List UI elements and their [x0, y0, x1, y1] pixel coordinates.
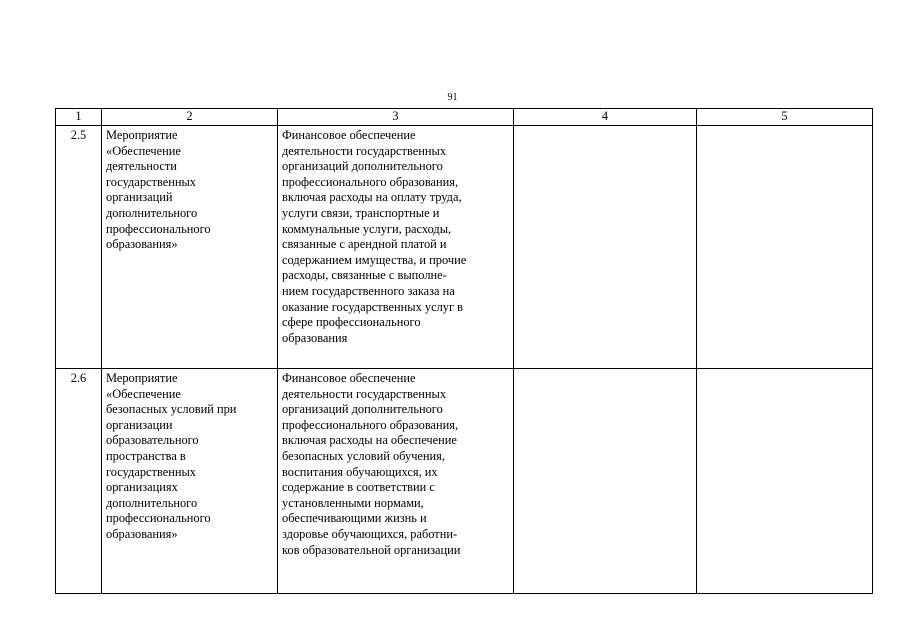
- description-line: образования: [282, 330, 348, 345]
- description-line: безопасных условий обучения,: [282, 448, 445, 463]
- description-line: Финансовое обеспечение: [282, 371, 416, 385]
- row-number-cell: 2.6: [56, 369, 102, 594]
- description-line: профессионального образования,: [282, 417, 459, 432]
- col5-cell: [697, 369, 873, 594]
- description-line: обеспечивающими жизнь и: [282, 511, 427, 526]
- event-line: деятельности: [106, 159, 177, 174]
- description-line: содержанием имущества, и прочие: [282, 252, 467, 267]
- col4-cell: [514, 126, 697, 369]
- table-row: [56, 369, 873, 594]
- description-line: здоровье обучающихся, работни-: [282, 526, 458, 541]
- description-line: коммунальные услуги, расходы,: [282, 221, 452, 236]
- col5-cell: [697, 126, 873, 369]
- description-line: содержание в соответствии с: [282, 480, 435, 495]
- description-line: включая расходы на обеспечение: [282, 433, 457, 448]
- description-line: Финансовое обеспечение: [282, 128, 416, 142]
- header-col-5: 5: [697, 109, 873, 126]
- description-line: организаций дополнительного: [282, 402, 443, 417]
- description-line: воспитания обучающихся, их: [282, 464, 438, 479]
- page-number: 91: [447, 92, 458, 103]
- event-line: дополнительного: [106, 495, 198, 510]
- description-line: включая расходы на оплату труда,: [282, 190, 462, 205]
- event-line: Мероприятие: [106, 128, 178, 142]
- description-line: расходы, связанные с выполне-: [282, 268, 447, 283]
- header-col-2: 2: [102, 109, 278, 126]
- table-header-row: [56, 109, 873, 126]
- event-line: пространства в: [106, 448, 186, 463]
- description-line: профессионального образования,: [282, 174, 459, 189]
- header-col-1: 1: [56, 109, 102, 126]
- event-line: образования»: [106, 237, 178, 252]
- event-line: организаций: [106, 190, 173, 205]
- col4-cell: [514, 369, 697, 594]
- description-line: услуги связи, транспортные и: [282, 205, 440, 220]
- event-line: организации: [106, 417, 173, 432]
- event-line: «Обеспечение: [106, 386, 181, 401]
- description-line: организаций дополнительного: [282, 159, 443, 174]
- event-line: образовательного: [106, 433, 199, 448]
- event-line: профессионального: [106, 511, 211, 526]
- row-number-cell: 2.5: [56, 126, 102, 369]
- event-cell: [102, 369, 278, 594]
- header-col-4: 4: [514, 109, 697, 126]
- event-line: «Обеспечение: [106, 143, 181, 158]
- description-cell: [278, 126, 514, 369]
- event-line: дополнительного: [106, 205, 198, 220]
- event-line: безопасных условий при: [106, 402, 237, 417]
- event-line: государственных: [106, 464, 197, 479]
- table-row: [56, 126, 873, 369]
- header-col-3: 3: [278, 109, 514, 126]
- description-line: установленными нормами,: [282, 495, 424, 510]
- event-line: образования»: [106, 526, 178, 541]
- description-line: оказание государственных услуг в: [282, 299, 463, 314]
- description-line: ков образовательной организации: [282, 542, 461, 557]
- description-line: деятельности государственных: [282, 386, 447, 401]
- description-line: связанные с арендной платой и: [282, 237, 447, 252]
- event-line: государственных: [106, 174, 197, 189]
- description-line: сфере профессионального: [282, 315, 421, 330]
- event-line: Мероприятие: [106, 371, 178, 385]
- event-line: организациях: [106, 480, 178, 495]
- event-cell: [102, 126, 278, 369]
- event-line: профессионального: [106, 221, 211, 236]
- description-line: нием государственного заказа на: [282, 283, 455, 298]
- measures-table: [55, 108, 873, 594]
- description-cell: [278, 369, 514, 594]
- description-line: деятельности государственных: [282, 143, 447, 158]
